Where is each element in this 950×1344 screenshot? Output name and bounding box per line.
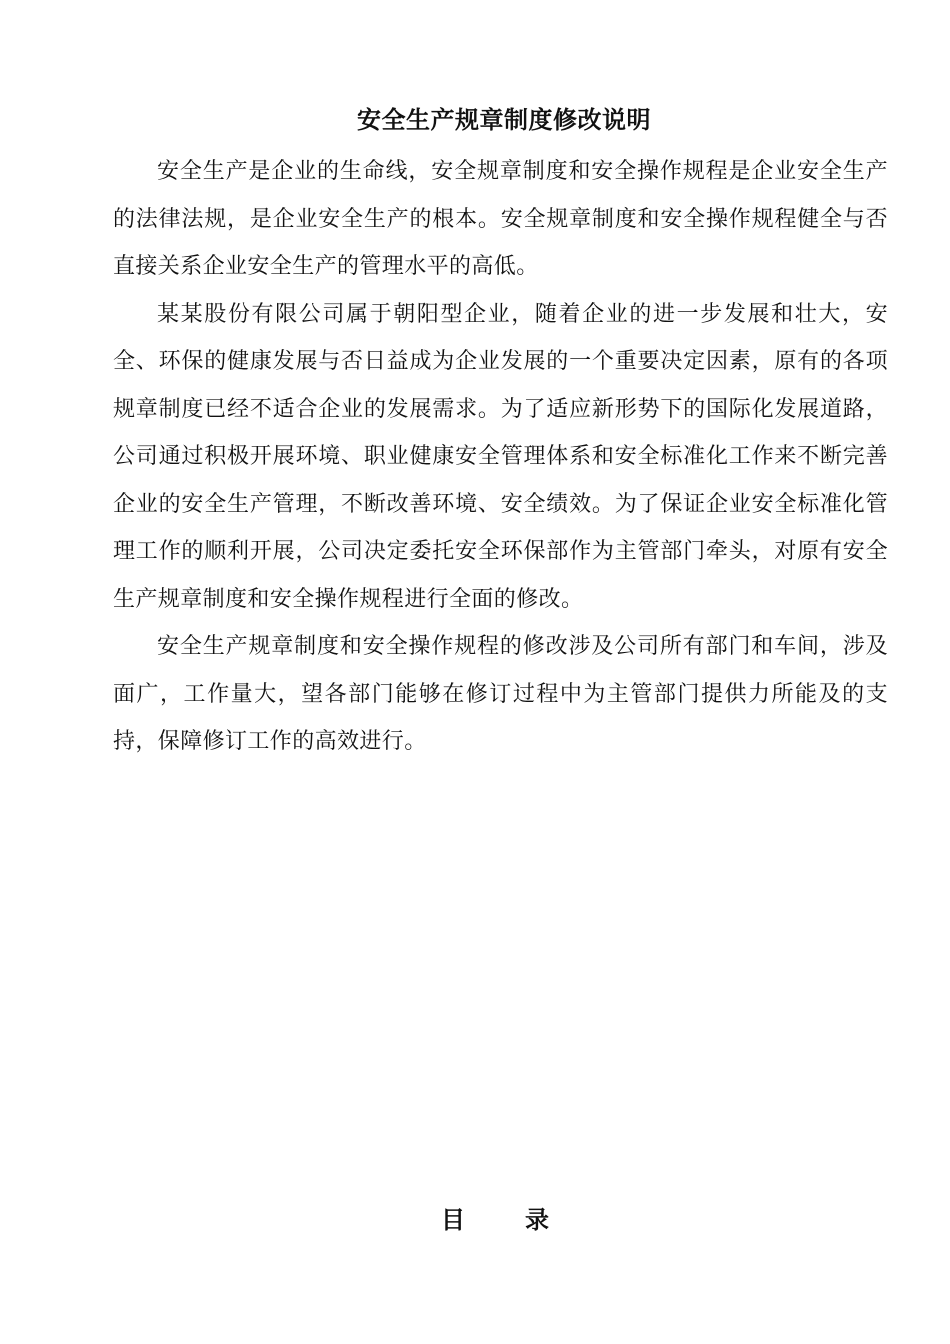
document-title: 安全生产规章制度修改说明: [357, 105, 651, 134]
document-body: [113, 148, 888, 766]
table-of-contents-heading: 目录: [441, 1205, 609, 1234]
paragraph-2: 某某股份有限公司属于朝阳型企业，随着企业的进一步发展和壮大，安全、环保的健康发展与否日益成为企业发展的一个重要决定因素，原有的各项规章制度已经不适合企业的发展需求。为了适应新形势下的国际化发展道路，公司通过积极开展环境、职业健康安全管理体系和安全标准化工作来不断完善企业的安全生产管理，不断改善环境、安全绩效。为了保证企业安全标准化管理工作的顺利开展，公司决定委托安全环保部作为主管部门牵头，对原有安全生产规章制度和安全操作规程进行全面的修改。: [113, 301, 888, 612]
paragraph-1: 安全生产是企业的生命线，安全规章制度和安全操作规程是企业安全生产的法律法规，是企业安全生产的根本。安全规章制度和安全操作规程健全与否直接关系企业安全生产的管理水平的高低。: [113, 159, 888, 279]
paragraph-3: 安全生产规章制度和安全操作规程的修改涉及公司所有部门和车间，涉及面广，工作量大，望各部门能够在修订过程中为主管部门提供力所能及的支持，保障修订工作的高效进行。: [113, 634, 888, 754]
